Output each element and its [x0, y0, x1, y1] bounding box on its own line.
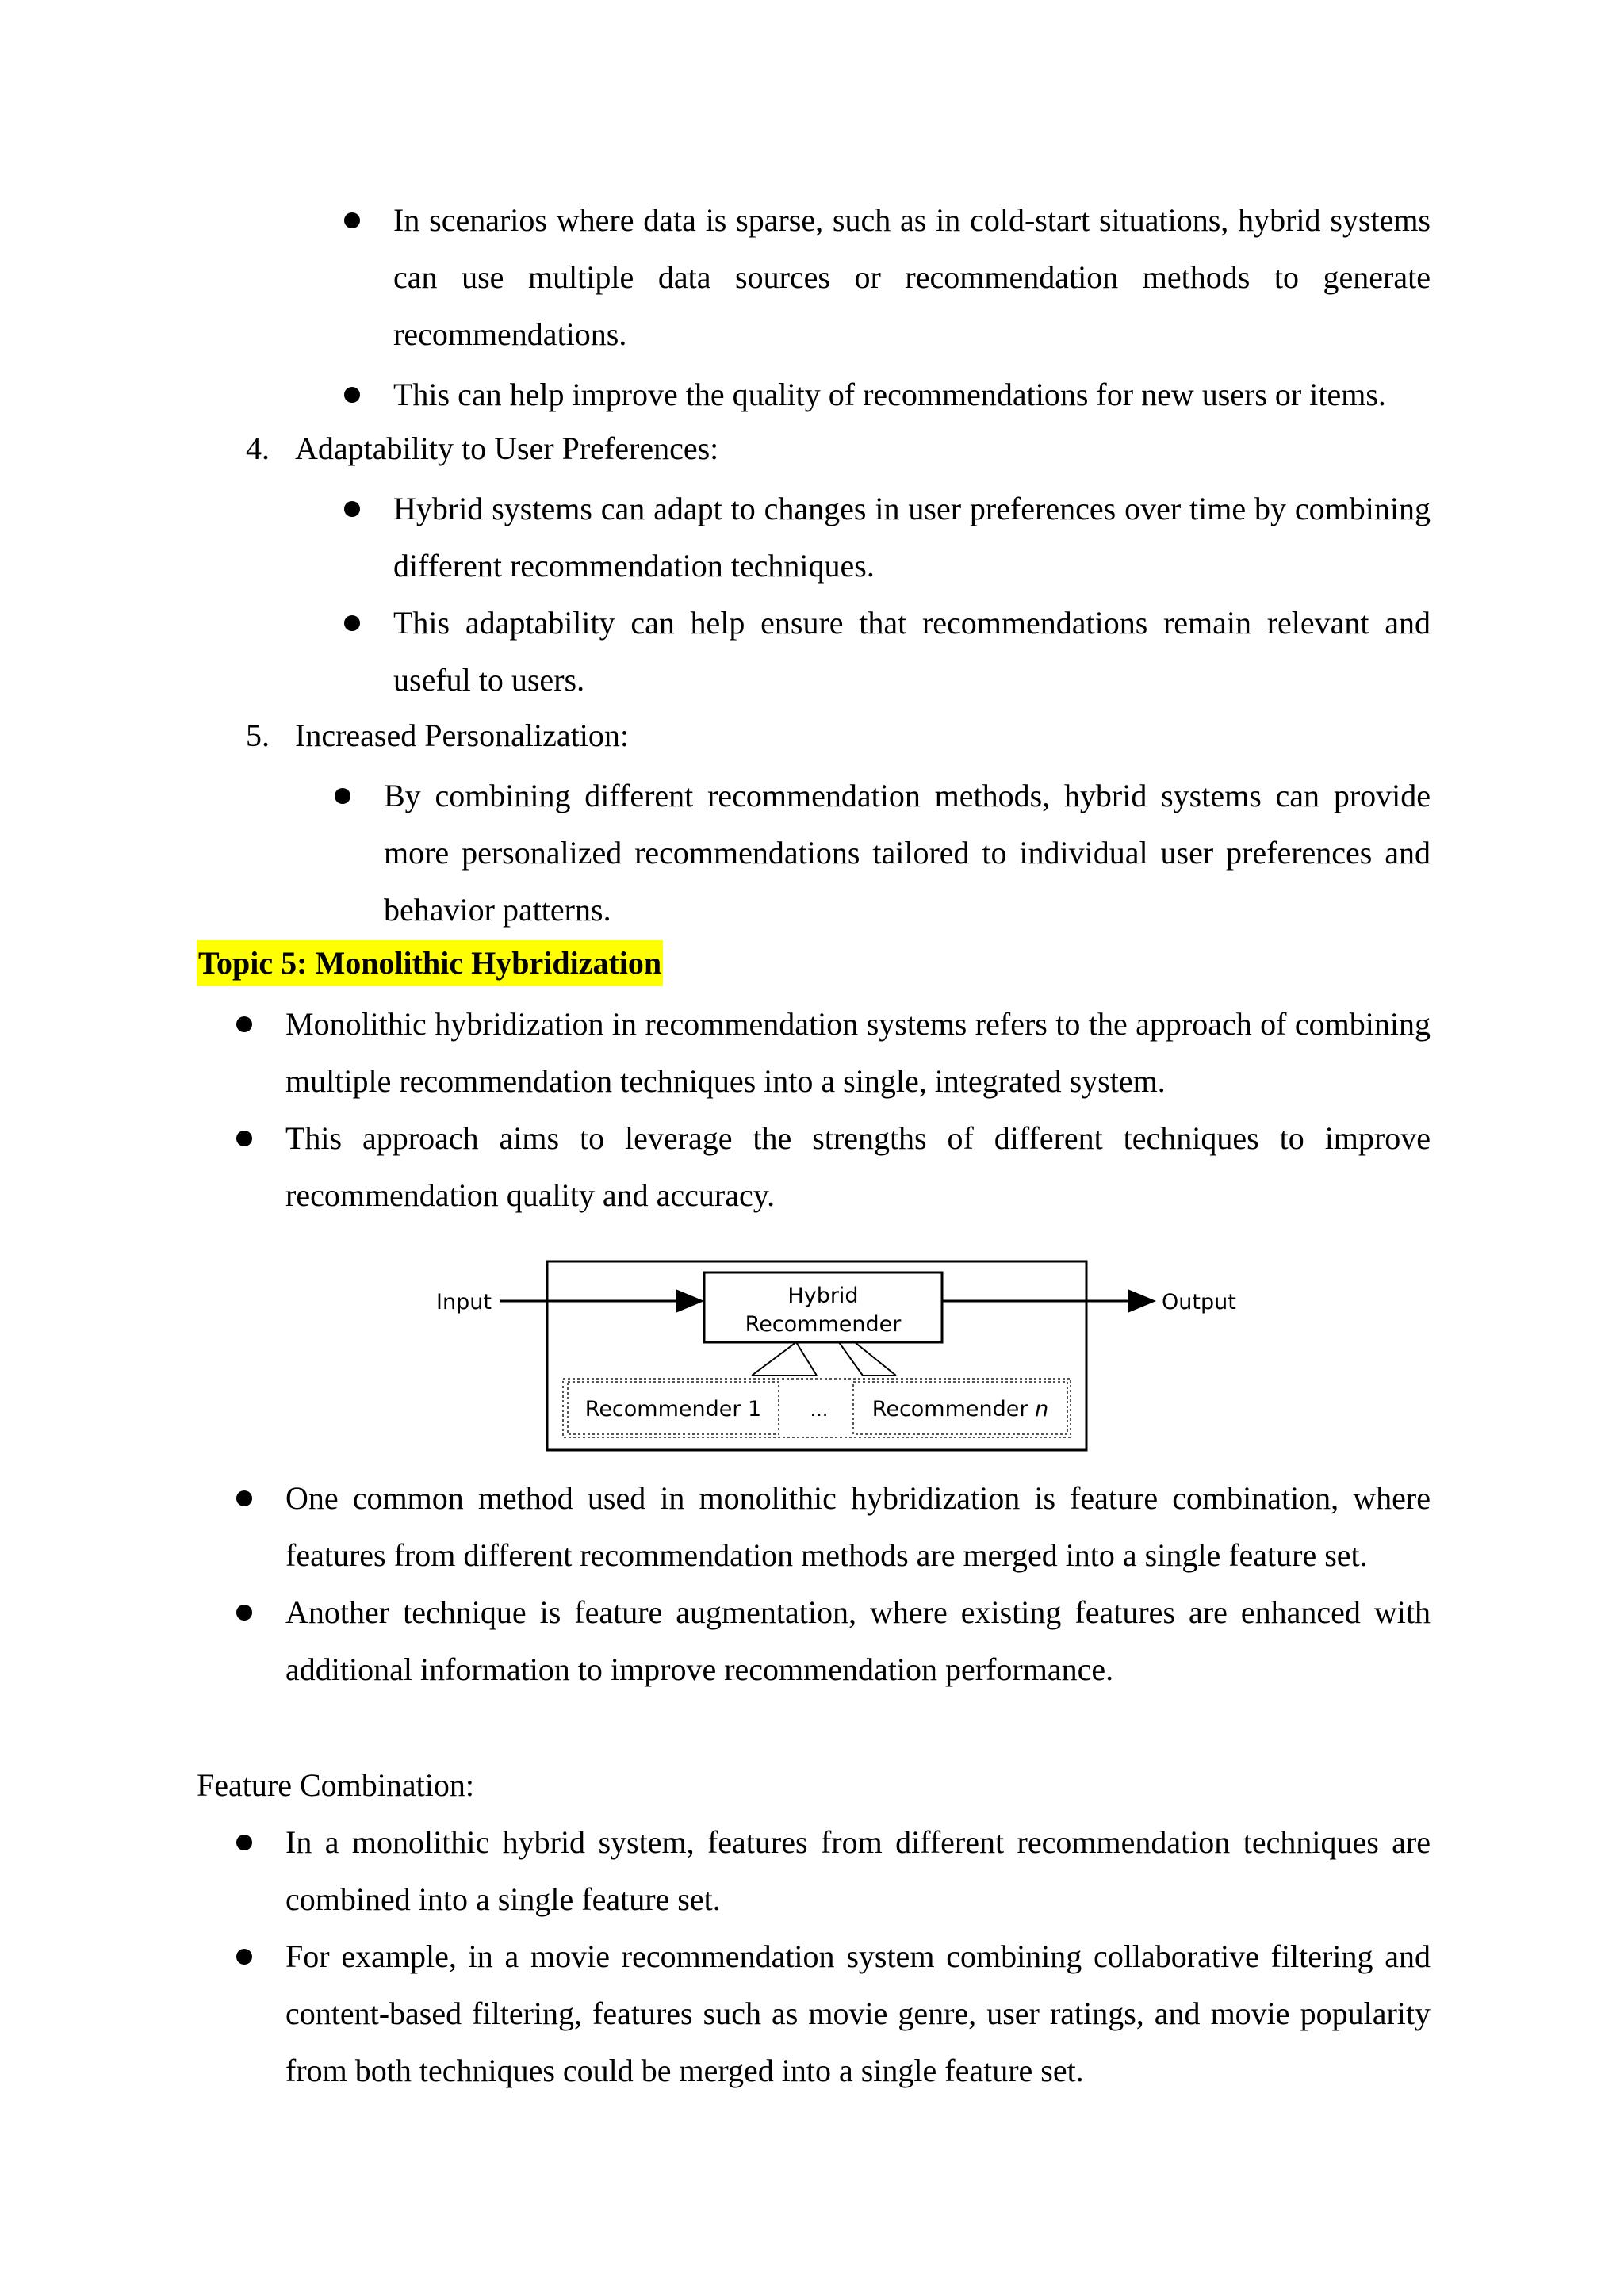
bullet-text: For example, in a movie recommendation system combining collaborative filtering and content-based filtering, features such as movie genre, user ratings, and movie popularity from both techniques could be merged into a single feature set. [285, 1938, 1431, 2088]
bullet-text: In scenarios where data is sparse, such as in cold-start situations, hybrid systems can use multiple data sources or recommendation methods to generate recommendations. [393, 202, 1431, 352]
list-number: 4. [246, 430, 270, 466]
bullet-text: Another technique is feature augmentation, where existing features are enhanced with additional information to improve recommendation performance. [285, 1594, 1431, 1687]
bullet-marker [236, 1016, 252, 1032]
bullet-marker [236, 1490, 252, 1506]
bullet-text: This approach aims to leverage the strengths of different techniques to improve recommendation quality and accuracy. [285, 1120, 1431, 1213]
list-item-title: Increased Personalization: [295, 718, 629, 753]
bullet-marker [344, 387, 360, 403]
bullet-marker [236, 1605, 252, 1621]
bullet-text: By combining different recommendation methods, hybrid systems can provide more personalized recommendations tailored to individual user preferences and behavior patterns. [384, 778, 1431, 928]
topic-heading: Topic 5: Monolithic Hybridization [197, 940, 663, 986]
bullet-marker [335, 788, 350, 804]
recommender-n-prefix: Recommender [871, 1397, 1036, 1422]
list-number: 5. [246, 718, 270, 753]
recommender-1-label: Recommender 1 [584, 1397, 762, 1422]
bullet-text: In a monolithic hybrid system, features from different recommendation techniques are combined into a single feature set. [285, 1824, 1431, 1917]
list-item-title: Adaptability to User Preferences: [295, 430, 719, 466]
output-label: Output [1162, 1290, 1236, 1314]
bullet-marker [344, 501, 360, 517]
hybrid-label-line2: Recommender [745, 1312, 902, 1337]
section-title: Feature Combination: [197, 1767, 474, 1803]
recommender-n-label [872, 1397, 1048, 1422]
bullet-text: This adaptability can help ensure that recommendations remain relevant and useful to users. [393, 605, 1431, 698]
connector-left [752, 1342, 817, 1376]
bullet-text: Hybrid systems can adapt to changes in user preferences over time by combining different recommendation techniques. [393, 491, 1431, 584]
connector-right [839, 1342, 896, 1376]
recommender-n-suffix: n [1035, 1397, 1049, 1422]
bullet-text: One common method used in monolithic hybridization is feature combination, where features from different recommendation methods are merged into a single feature set. [285, 1480, 1431, 1573]
bullet-marker [236, 1949, 252, 1965]
hybrid-recommender-diagram [420, 1249, 1245, 1463]
input-label: Input [436, 1290, 492, 1314]
bullet-text: This can help improve the quality of recommendations for new users or items. [393, 377, 1386, 412]
bullet-marker [344, 212, 360, 228]
bullet-marker [236, 1131, 252, 1146]
bullet-marker [236, 1835, 252, 1850]
ellipsis-label: ... [810, 1399, 829, 1421]
bullet-text: Monolithic hybridization in recommendation systems refers to the approach of combining multiple recommendation techniques into a single, integrated system. [285, 1006, 1431, 1099]
bullet-marker [344, 615, 360, 631]
hybrid-label-line1: Hybrid [787, 1284, 859, 1308]
